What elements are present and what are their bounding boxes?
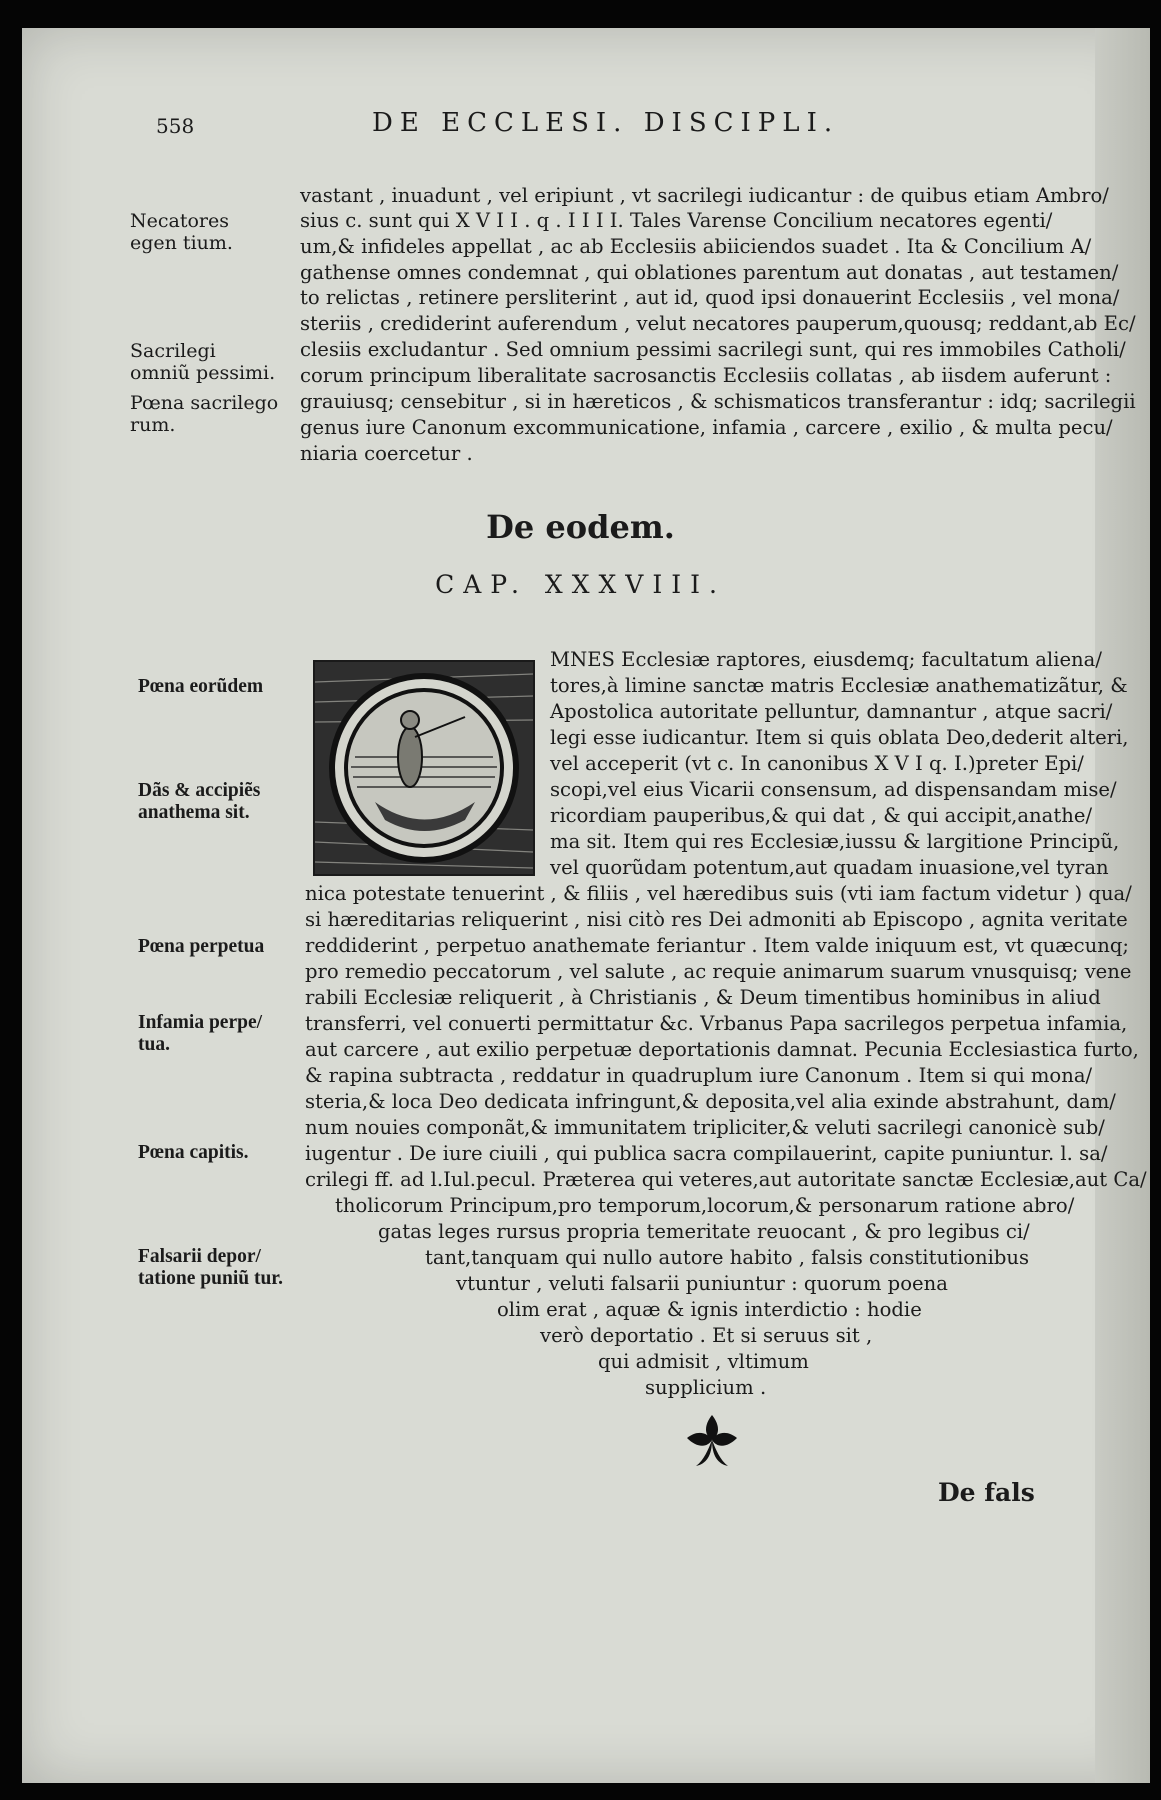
text-line: steriis , crediderint auferendum , velut necatores pauperum,quousq; reddant,ab Ec/ — [300, 312, 1136, 335]
text-line: scopi,vel eius Vicarii consensum, ad dispensandam mise/ — [550, 778, 1117, 801]
text-line: ricordiam pauperibus,& qui dat , & qui accipit,anathe/ — [550, 804, 1093, 827]
text-line: Apostolica autoritate pelluntur, damnantur , atque sacri/ — [550, 700, 1113, 723]
margin-note: Pœna capitis. — [138, 1142, 249, 1163]
text-line: & rapina subtracta , reddatur in quadruplum iure Canonum . Item si qui mona/ — [305, 1064, 1093, 1087]
text-line: crilegi ff. ad l.Iul.pecul. Præterea qui veteres,aut autoritate sanctæ Ecclesiæ,aut Ca/ — [305, 1168, 1147, 1191]
page-number: 558 — [156, 114, 195, 138]
text-line: genus iure Canonum excommunicatione, infamia , carcere , exilio , & multa pecu/ — [300, 416, 1113, 439]
text-line: vel quorũdam potentum,aut quadam inuasione,vel tyran — [550, 856, 1109, 879]
text-line: tholicorum Principum,pro temporum,locorum,& personarum ratione abro/ — [335, 1194, 1075, 1217]
text-line: transferri, vel conuerti permittatur &c. Vrbanus Papa sacrilegos perpetua infamia, — [305, 1012, 1128, 1035]
running-head: DE ECCLESI. DISCIPLI. — [372, 108, 840, 138]
text-line: MNES Ecclesiæ raptores, eiusdemq; facultatum aliena/ — [550, 648, 1102, 671]
text-line: pro remedio peccatorum , vel salute , ac requie animarum suarum vnusquisq; vene — [305, 960, 1132, 983]
text-line: vtuntur , veluti falsarii puniuntur : quorum poena — [456, 1272, 948, 1295]
text-line: si hæreditarias reliquerint , nisi citò res Dei admoniti ab Episcopo , agnita veritate — [305, 908, 1128, 931]
text-line: nica potestate tenuerint , & filiis , vel hæredibus suis (vti iam factum videtur ) qua/ — [305, 882, 1132, 905]
text-line: aut carcere , aut exilio perpetuæ deportationis damnat. Pecunia Ecclesiastica furto, — [305, 1038, 1139, 1061]
text-line: gathense omnes condemnat , qui oblationes parentum aut donatas , aut testamen/ — [300, 261, 1119, 284]
margin-note: Infamia perpe/ tua. — [138, 1012, 263, 1055]
margin-note: Dãs & accipiẽs anathema sit. — [138, 780, 261, 823]
text-line: gatas leges rursus propria temeritate reuocant , & pro legibus ci/ — [378, 1220, 1030, 1243]
text-line: supplicium . — [645, 1376, 767, 1399]
text-line: sius c. sunt qui X V I I . q . I I I I. Tales Varense Concilium necatores egenti/ — [300, 209, 1053, 232]
margin-note: Falsarii depor/ tatione puniũ tur. — [138, 1246, 284, 1289]
text-line: verò deportatio . Et si seruus sit , — [540, 1324, 873, 1347]
text-line: um,& infideles appellat , ac ab Ecclesiis abiiciendos suadet . Ita & Concilium A/ — [300, 235, 1092, 258]
margin-note: Sacrilegi omniũ pessimi. — [130, 340, 276, 384]
text-line: olim erat , aquæ & ignis interdictio : hodie — [497, 1298, 922, 1321]
text-line: clesiis excludantur . Sed omnium pessimi sacrilegi sunt, qui res immobiles Catholi/ — [300, 338, 1126, 361]
text-line: rabili Ecclesiæ reliquerit , à Christianis , & Deum timentibus hominibus in aliud — [305, 986, 1101, 1009]
woodcut-illustration — [315, 662, 533, 874]
chapter-number: CAP. XXXVIII. — [435, 570, 726, 599]
text-line: legi esse iudicantur. Item si quis oblata Deo,dederit alteri, — [550, 726, 1129, 749]
margin-note: Necatores egen tium. — [130, 210, 233, 254]
text-line: vel acceperit (vt c. In canonibus X V I q. I.)preter Epi/ — [550, 752, 1084, 775]
text-line: corum principum liberalitate sacrosanctis Ecclesiis collatas , ab iisdem auferunt : — [300, 364, 1112, 387]
margin-note: Pœna perpetua — [138, 936, 265, 957]
text-line: qui admisit , vltimum — [598, 1350, 809, 1373]
text-line: steria,& loca Deo dedicata infringunt,& deposita,vel alia exinde abstrahunt, dam/ — [305, 1090, 1116, 1113]
text-line: ma sit. Item qui res Ecclesiæ,iussu & largitione Principũ, — [550, 830, 1120, 853]
margin-note: Pœna sacrilego rum. — [130, 392, 279, 436]
text-line: tores,à limine sanctæ matris Ecclesiæ anathematizãtur, & — [550, 674, 1128, 697]
text-line: grauiusq; censebitur , si in hæreticos , & schismaticos transferantur : idq; sacrilegii — [300, 390, 1136, 413]
margin-note: Pœna eorũdem — [138, 676, 264, 697]
text-line: vastant , inuadunt , vel eripiunt , vt sacrilegi iudicantur : de quibus etiam Ambro/ — [300, 184, 1109, 207]
woodcut-initial-o — [313, 660, 535, 876]
chapter-title: De eodem. — [486, 508, 675, 546]
text-line: iugentur . De iure ciuili , qui publica sacra compilauerint, capite puniuntur. l. sa/ — [305, 1142, 1108, 1165]
text-line: num nouies componãt,& immunitatem tripliciter,& veluti sacrilegi canonicè sub/ — [305, 1116, 1105, 1139]
catchword: De fals — [938, 1478, 1035, 1507]
text-line: reddiderint , perpetuo anathemate feriantur . Item valde iniquum est, vt quæcunq; — [305, 934, 1130, 957]
text-line: to relictas , retinere persliterint , aut id, quod ipsi donauerint Ecclesiis , vel mona/ — [300, 286, 1120, 309]
text-line: tant,tanquam qui nullo autore habito , falsis constitutionibus — [425, 1246, 1030, 1269]
text-line: niaria coercetur . — [300, 442, 473, 465]
fleuron-ornament-icon — [682, 1410, 742, 1474]
